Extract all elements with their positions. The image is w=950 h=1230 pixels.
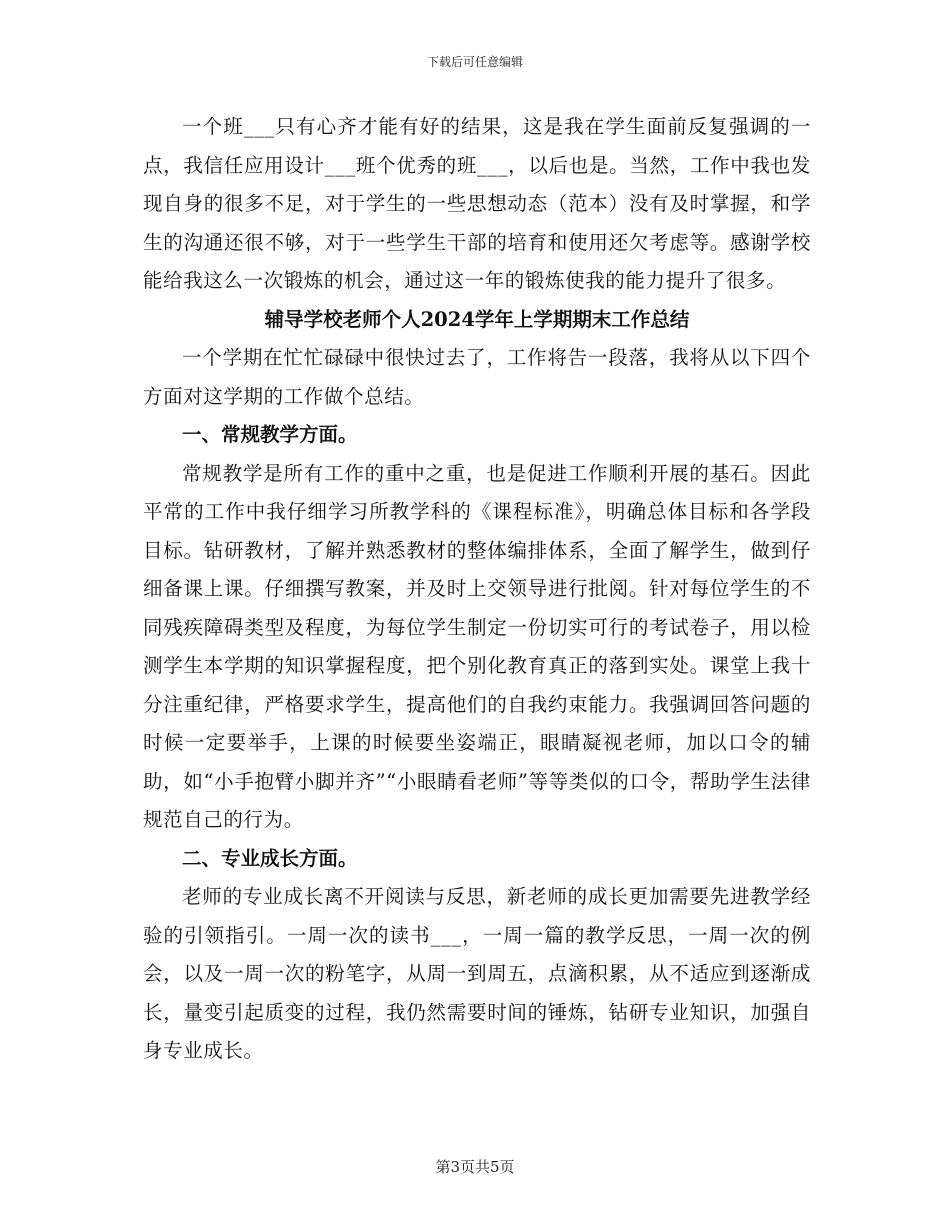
section-heading-routine-teaching: 一、常规教学方面。	[182, 423, 358, 446]
page-header: 下载后可任意编辑	[426, 55, 523, 69]
document-title: 辅导学校老师个人2024学年上学期期末工作总结	[264, 307, 690, 331]
section-body-routine-teaching: 常规教学是所有工作的重中之重，也是促进工作顺利开展的基石。因此平常的工作中我仔细学习所教学科的《课程标准》，明确总体目标和各学段目标。钻研教材，了解并熟悉教材的整体编排体系，全面了解学生，做到仔细备课上课。仔细撰写教案，并及时上交领导进行批阅。针对每位学生的不同残疾障碍类型及程度，为每位学生制定一份切实可行的考试卷子，用以检测学生本学期的知识掌握程度，把个别化教育真正的落到实处。课堂上我十分注重纪律，严格要求学生，提高他们的自我约束能力。我强调回答问题的时候一定要举手，上课的时候要坐姿端正，眼睛凝视老师，加以口令的辅助，如“小手抱臂小脚并齐”“小眼睛看老师”等等类似的口令，帮助学生法律规范自己的行为。	[143, 461, 811, 831]
intro-paragraph: 一个学期在忙忙碌碌中很快过去了，工作将告一段落，我将从以下四个方面对这学期的工作做个总结。	[143, 346, 811, 408]
section-heading-professional-growth: 二、专业成长方面。	[182, 846, 358, 870]
paragraph-continued: 一个班___只有心齐才能有好的结果，这是我在学生面前反复强调的一点，我信任应用设计___班个优秀的班___，以后也是。当然，工作中我也发现自身的很多不足，对于学生的一些思想动态（范本）没有及时掌握，和学生的沟通还很不够，对于一些学生干部的培育和使用还欠考虑等。感谢学校能给我这么一次锻炼的机会，通过这一年的锻炼使我的能力提升了很多。	[143, 115, 811, 292]
section-body-professional-growth: 老师的专业成长离不开阅读与反思，新老师的成长更加需要先进教学经验的引领指引。一周一次的读书___，一周一篇的教学反思，一周一次的例会，以及一周一次的粉笔字，从周一到周五，点滴积累，从不适应到逐渐成长，量变引起质变的过程，我仍然需要时间的锤炼，钻研专业知识，加强自身专业成长。	[143, 885, 811, 1062]
page-footer: 第3页共5页	[435, 1158, 515, 1176]
document-body	[143, 108, 811, 1071]
